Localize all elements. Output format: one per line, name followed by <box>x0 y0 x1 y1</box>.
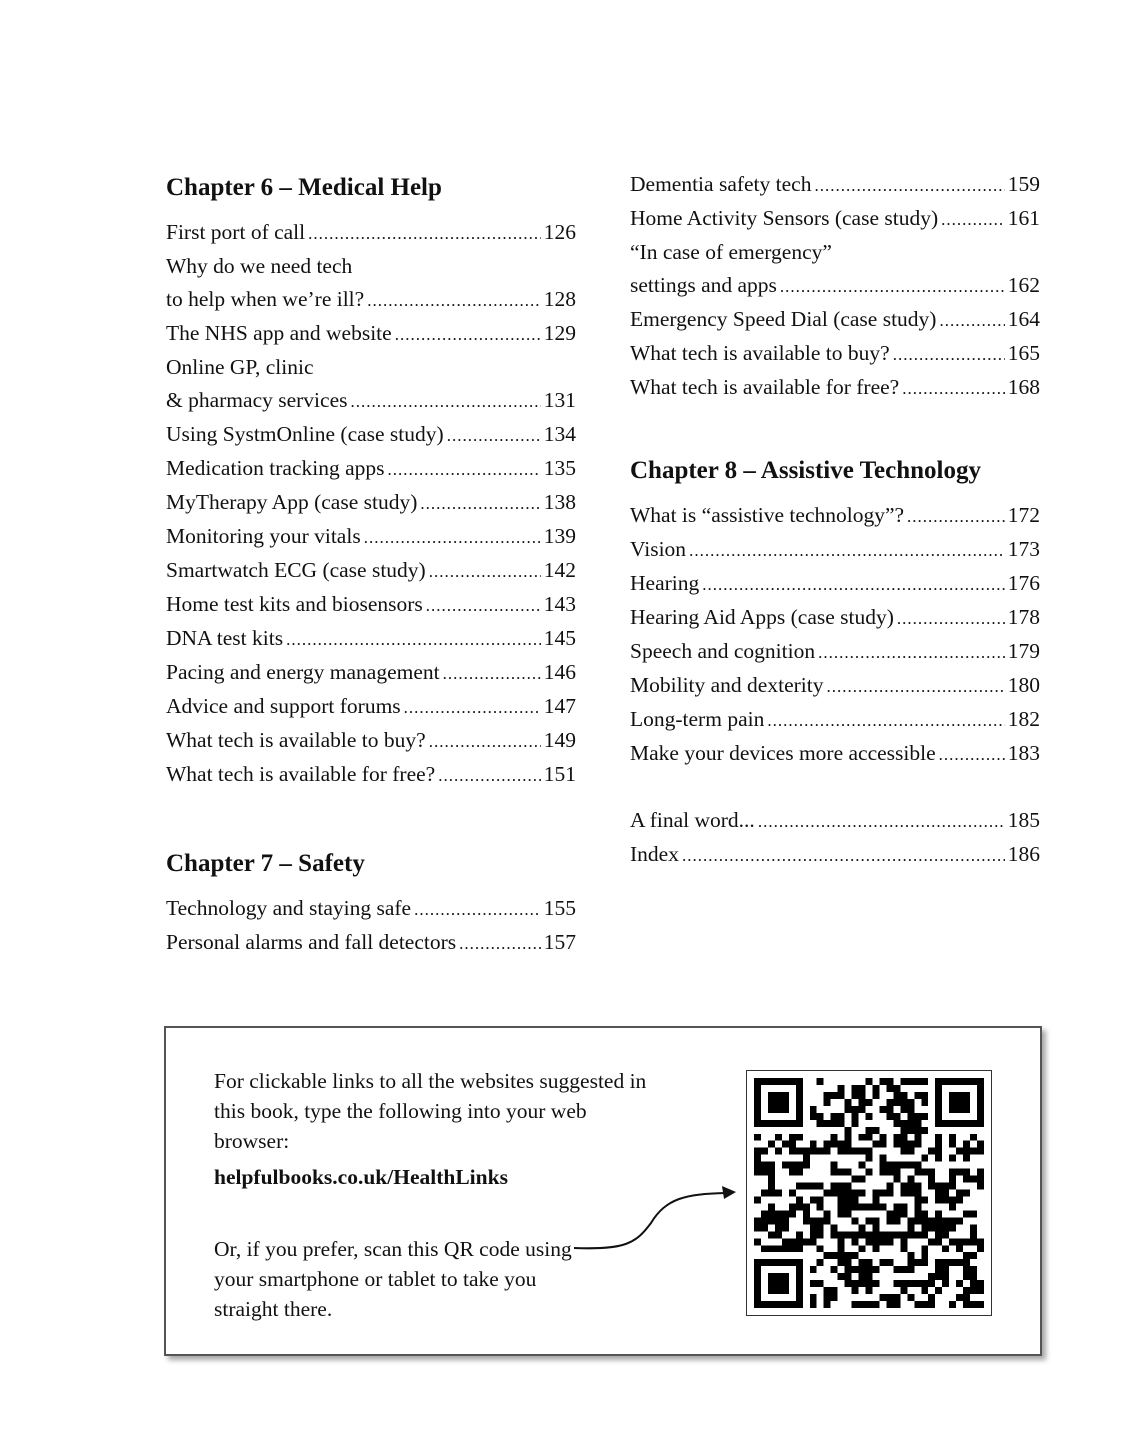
dot-leader <box>429 555 541 588</box>
dot-leader <box>907 500 1005 533</box>
chapter-7-continued-entries <box>630 168 1040 405</box>
toc-page-number: 126 <box>543 220 576 244</box>
chapter-7-entries <box>166 892 576 960</box>
toc-page-number: 151 <box>543 762 576 786</box>
dot-leader <box>767 704 1004 737</box>
toc-entry-title: Hearing <box>630 571 700 595</box>
toc-entry-title: settings and apps <box>630 273 777 297</box>
qr-code[interactable] <box>746 1070 992 1316</box>
dot-leader <box>388 453 541 486</box>
toc-entry-title: Make your devices more accessible <box>630 741 936 765</box>
toc-page-number: 179 <box>1007 639 1040 663</box>
dot-leader <box>364 521 541 554</box>
toc-page-number: 173 <box>1007 537 1040 561</box>
toc-entry-title: Pacing and energy management <box>166 660 440 684</box>
toc-entry-title: Smartwatch ECG (case study) <box>166 558 426 582</box>
toc-entry <box>630 838 1040 872</box>
dot-leader <box>939 304 1004 337</box>
toc-page-number: 176 <box>1007 571 1040 595</box>
toc-entry-title: Speech and cognition <box>630 639 816 663</box>
toc-page-number: 145 <box>543 626 576 650</box>
dot-leader <box>939 738 1005 771</box>
dot-leader <box>308 217 541 250</box>
toc-entry-title: Dementia safety tech <box>630 172 812 196</box>
toc-right-column <box>630 168 1040 872</box>
toc-page-number: 161 <box>1007 206 1040 230</box>
dot-leader <box>443 657 541 690</box>
toc-entry-title: What tech is available to buy? <box>630 341 890 365</box>
dot-leader <box>420 487 540 520</box>
toc-entry <box>630 499 1040 533</box>
dot-leader <box>429 725 541 758</box>
toc-page-number: 185 <box>1007 808 1040 832</box>
toc-entry-title: Emergency Speed Dial (case study) <box>630 307 937 331</box>
toc-page-number: 178 <box>1007 605 1040 629</box>
toc-entry <box>166 351 576 418</box>
toc-entry <box>166 892 576 926</box>
toc-page-number: 157 <box>543 930 576 954</box>
chapter-6-entries <box>166 216 576 792</box>
toc-entry-first-line: “In case of emergency” <box>630 240 832 264</box>
toc-entry <box>166 486 576 520</box>
dot-leader <box>426 589 541 622</box>
toc-entry-title: Personal alarms and fall detectors <box>166 930 457 954</box>
toc-entry-title: to help when we’re ill? <box>166 287 365 311</box>
toc-entry-title: What is “assistive technology”? <box>630 503 905 527</box>
toc-entry <box>166 250 576 317</box>
toc-entry <box>630 703 1040 737</box>
toc-entry <box>630 737 1040 771</box>
toc-entry <box>166 588 576 622</box>
toc-entry <box>630 804 1040 838</box>
toc-page-number: 162 <box>1007 273 1040 297</box>
toc-entry-title: MyTherapy App (case study) <box>166 490 418 514</box>
toc-entry-title: What tech is available for free? <box>166 762 436 786</box>
links-url[interactable]: helpfulbooks.co.uk/HealthLinks <box>214 1165 508 1189</box>
toc-entry <box>630 601 1040 635</box>
toc-page-number: 180 <box>1007 673 1040 697</box>
dot-leader <box>395 318 541 351</box>
dot-leader <box>702 568 1005 601</box>
toc-entry-title: A final word... <box>630 808 755 832</box>
dot-leader <box>780 270 1005 303</box>
toc-page-number: 146 <box>543 660 576 684</box>
toc-page-number: 147 <box>543 694 576 718</box>
toc-entry <box>166 452 576 486</box>
toc-entry <box>166 216 576 250</box>
dot-leader <box>459 927 541 960</box>
toc-entry-title: First port of call <box>166 220 306 244</box>
web-links-box <box>164 1026 1042 1356</box>
toc-page-number: 165 <box>1007 341 1040 365</box>
toc-page-number: 149 <box>543 728 576 752</box>
toc-entry-title: Index <box>630 842 679 866</box>
toc-entry <box>630 635 1040 669</box>
toc-entry <box>630 337 1040 371</box>
toc-entry <box>166 690 576 724</box>
dot-leader <box>414 893 541 926</box>
dot-leader <box>689 534 1005 567</box>
dot-leader <box>941 203 1005 236</box>
toc-entry <box>166 724 576 758</box>
toc-page-number: 186 <box>1007 842 1040 866</box>
toc-page-number: 138 <box>543 490 576 514</box>
toc-entry-title: Using SystmOnline (case study) <box>166 422 444 446</box>
qr-code-icon <box>754 1078 984 1308</box>
dot-leader <box>447 419 541 452</box>
toc-entry <box>166 656 576 690</box>
toc-page-number: 135 <box>543 456 576 480</box>
dot-leader <box>286 623 541 656</box>
toc-page-number: 131 <box>543 388 576 412</box>
dot-leader <box>438 759 541 792</box>
toc-entry-title: Home Activity Sensors (case study) <box>630 206 939 230</box>
toc-entry-title: What tech is available for free? <box>630 375 900 399</box>
toc-page-number: 143 <box>543 592 576 616</box>
toc-entry <box>630 371 1040 405</box>
chapter-6-heading: Chapter 6 – Medical Help <box>166 174 442 201</box>
toc-entry-title: & pharmacy services <box>166 388 348 412</box>
toc-entry <box>630 669 1040 703</box>
end-matter-entries <box>630 804 1040 872</box>
qr-instruction-text: Or, if you prefer, scan this QR code using your smartphone or tablet to take you straight there. <box>214 1237 572 1321</box>
chapter-7-heading: Chapter 7 – Safety <box>166 850 365 877</box>
toc-page-number: 128 <box>543 287 576 311</box>
toc-entry <box>166 622 576 656</box>
toc-entry-title: Technology and staying safe <box>166 896 412 920</box>
toc-entry <box>166 758 576 792</box>
toc-entry <box>630 303 1040 337</box>
toc-page-number: 139 <box>543 524 576 548</box>
dot-leader <box>814 169 1004 202</box>
toc-entry-title: Long-term pain <box>630 707 765 731</box>
toc-page-number: 129 <box>543 321 576 345</box>
toc-page-number: 183 <box>1007 741 1040 765</box>
toc-entry-first-line: Why do we need tech <box>166 254 353 278</box>
dot-leader <box>758 805 1005 838</box>
links-intro-text: For clickable links to all the websites suggested in this book, type the following into your web browser: <box>214 1069 647 1153</box>
toc-entry <box>630 236 1040 303</box>
toc-entry <box>630 168 1040 202</box>
dot-leader <box>404 691 541 724</box>
toc-page-number: 134 <box>543 422 576 446</box>
toc-page-number: 172 <box>1007 503 1040 527</box>
toc-entry-title: Home test kits and biosensors <box>166 592 423 616</box>
toc-entry-first-line: Online GP, clinic <box>166 355 314 379</box>
toc-page-number: 155 <box>543 896 576 920</box>
dot-leader <box>350 385 540 418</box>
toc-entry-title: The NHS app and website <box>166 321 392 345</box>
dot-leader <box>902 372 1005 405</box>
toc-entry-title: Monitoring your vitals <box>166 524 361 548</box>
toc-entry <box>166 317 576 351</box>
toc-entry-title: Hearing Aid Apps (case study) <box>630 605 894 629</box>
dot-leader <box>682 839 1005 872</box>
toc-entry <box>630 533 1040 567</box>
toc-entry-title: Vision <box>630 537 687 561</box>
pointer-arrow-icon <box>566 1178 746 1258</box>
toc-entry-title: Medication tracking apps <box>166 456 385 480</box>
toc-entry <box>166 554 576 588</box>
toc-entry <box>166 418 576 452</box>
toc-page-number: 168 <box>1007 375 1040 399</box>
toc-left-column <box>166 168 576 960</box>
toc-page-number: 142 <box>543 558 576 582</box>
dot-leader <box>367 284 541 317</box>
chapter-8-heading: Chapter 8 – Assistive Technology <box>630 457 981 484</box>
toc-entry <box>630 567 1040 601</box>
toc-entry-title: Advice and support forums <box>166 694 401 718</box>
toc-page-number: 159 <box>1007 172 1040 196</box>
dot-leader <box>897 602 1005 635</box>
toc-entry-title: What tech is available to buy? <box>166 728 426 752</box>
toc-entry <box>166 520 576 554</box>
dot-leader <box>893 338 1005 371</box>
toc-entry-title: DNA test kits <box>166 626 284 650</box>
toc-entry-title: Mobility and dexterity <box>630 673 824 697</box>
toc-entry <box>166 926 576 960</box>
toc-page-number: 182 <box>1007 707 1040 731</box>
toc-entry <box>630 202 1040 236</box>
dot-leader <box>826 670 1004 703</box>
toc-page-number: 164 <box>1007 307 1040 331</box>
chapter-8-entries <box>630 499 1040 771</box>
dot-leader <box>818 636 1005 669</box>
